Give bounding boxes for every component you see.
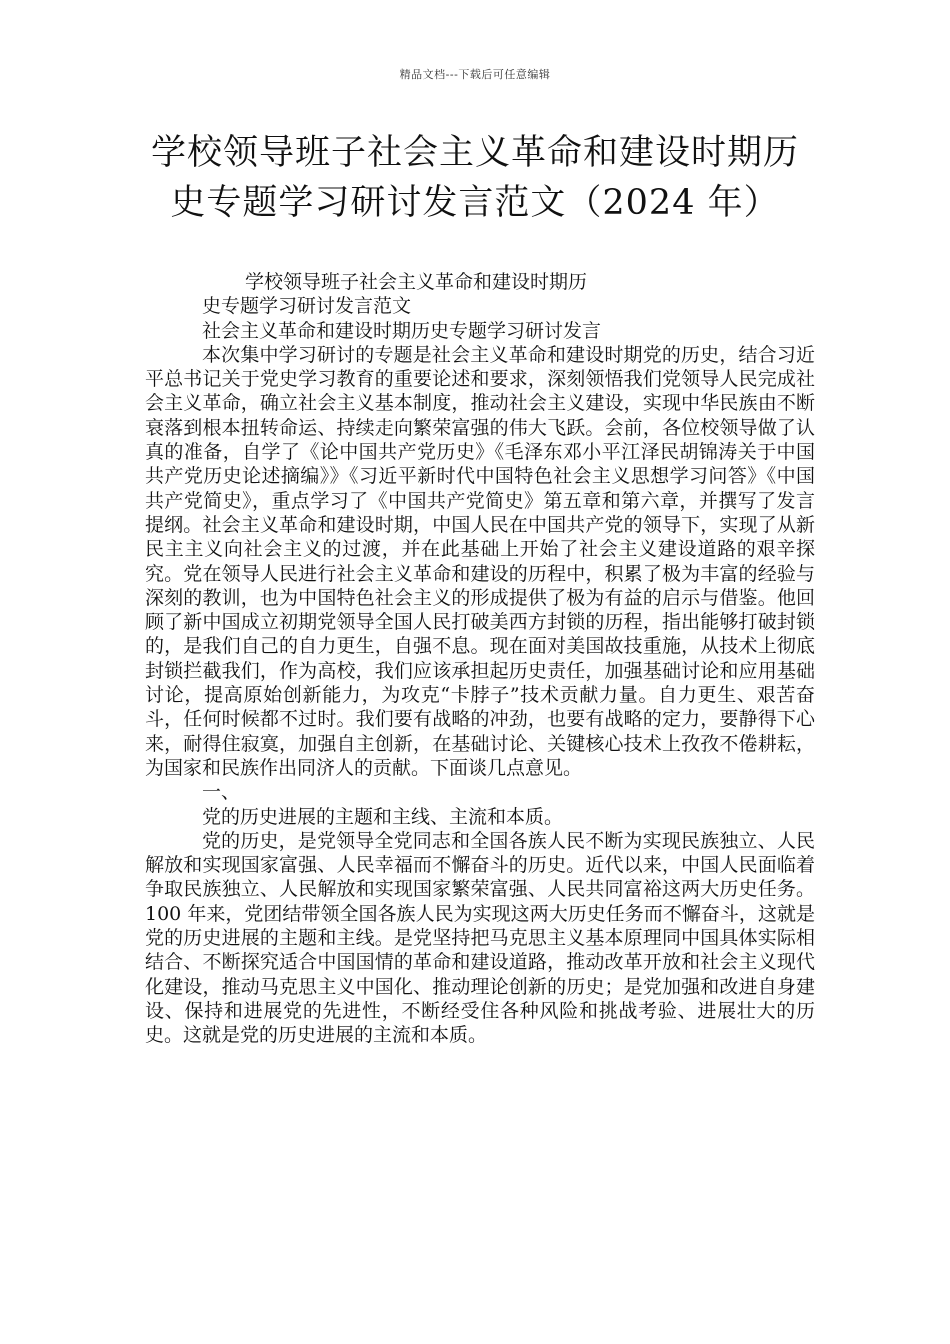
subtitle-line-1: 学校领导班子社会主义革命和建设时期历 (245, 271, 588, 293)
header-note: 精品文档---下载后可任意编辑 (399, 68, 551, 81)
document-title (100, 128, 850, 228)
paragraph-intro: 本次集中学习研讨的专题是社会主义革命和建设时期党的历史，结合习近平总书记关于党史学习教育的重要论述和要求，深刻领悟我们党领导人民完成社会主义革命，确立社会主义基本制度，推动社会主义建设，实现中华民族由不断衰落到根本扭转命运、持续走向繁荣富强的伟大飞跃。会前，各位校领导做了认真的准备，自学了《论中国共产党历史》《毛泽东邓小平江泽民胡锦涛关于中国共产党历史论述摘编》》《习近平新时代中国特色社会主义思想学习问答》《中国共产党简史》，重点学习了《中国共产党简史》第五章和第六章，并撰写了发言提纲。社会主义革命和建设时期，中国人民在中国共产党的领导下，实现了从新民主主义向社会主义的过渡，并在此基础上开始了社会主义建设道路的艰辛探究。党在领导人民进行社会主义革命和建设的历程中，积累了极为丰富的经验与深刻的教训，也为中国特色社会主义的形成提供了极为有益的启示与借鉴。他回顾了新中国成立初期党领导全国人民打破美西方封锁的历程，指出能够打破封锁的，是我们自己的自力更生，自强不息。现在面对美国故技重施，从技术上彻底封锁拦截我们，作为高校，我们应该承担起历史责任，加强基础讨论和应用基础讨论，提高原始创新能力，为攻克“卡脖子”技术贡献力量。自力更生、艰苦奋斗，任何时候都不过时。我们要有战略的冲劲，也要有战略的定力，要静得下心来，耐得住寂寞，加强自主创新，在基础讨论、关键核心技术上孜孜不倦耕耘，为国家和民族作出同济人的贡献。下面谈几点意见。 (145, 343, 815, 779)
subtitle-line-3: 社会主义革命和建设时期历史专题学习研讨发言 (202, 319, 602, 342)
title-line-2: 史专题学习研讨发言范文（2024 年） (170, 183, 780, 223)
section-heading: 党的历史进展的主题和主线、主流和本质。 (202, 805, 564, 828)
paragraph-section-1: 党的历史，是党领导全党同志和全国各族人民不断为实现民族独立、人民解放和实现国家富强、人民幸福而不懈奋斗的历史。近代以来，中国人民面临着争取民族独立、人民解放和实现国家繁荣富强、人民共同富裕这两大历史任务。100 年来，党团结带领全国各族人民为实现这两大历史任务而不懈奋斗，这就是党的历史进展的主题和主线。是党坚持把马克思主义基本原理同中国具体实际相结合、不断探究适合中国国情的革命和建设道路，推动改革开放和社会主义现代化建设，推动马克思主义中国化、推动理论创新的历史；是党加强和改进自身建设、保持和进展党的先进性，不断经受住各种风险和挑战考验、进展壮大的历史。这就是党的历史进展的主流和本质。 (145, 829, 815, 1047)
subtitle-line-2: 史专题学习研讨发言范文 (202, 295, 412, 318)
section-number: 一、 (202, 781, 241, 804)
document-body (145, 270, 815, 1048)
title-line-1: 学校领导班子社会主义革命和建设时期历 (150, 133, 799, 173)
